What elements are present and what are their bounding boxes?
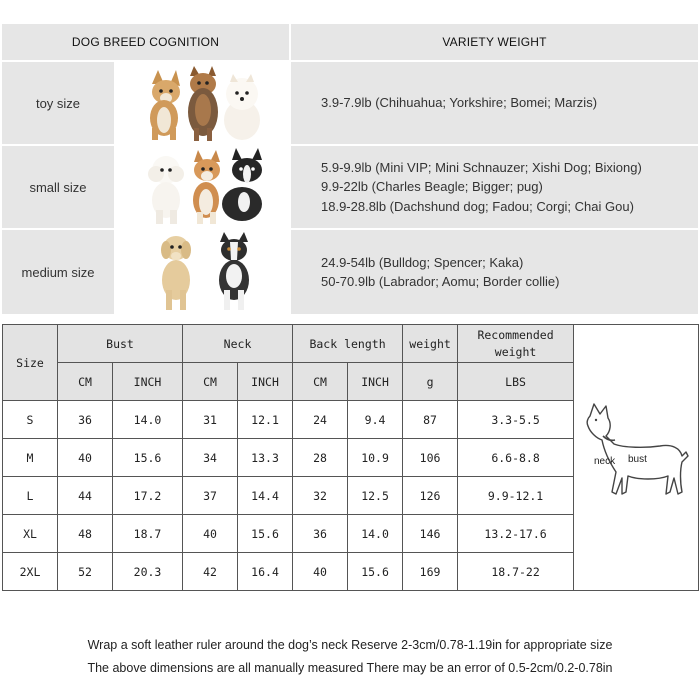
weight-g-cell: 169 xyxy=(403,553,458,591)
medium-size-weights xyxy=(291,230,698,314)
weight-header-label: VARIETY WEIGHT xyxy=(442,35,547,49)
neck-header: Neck xyxy=(183,325,293,363)
medium-size-label xyxy=(2,230,114,314)
rec-lbs-cell: 9.9-12.1 xyxy=(458,477,574,515)
bust-cm-cell: 36 xyxy=(58,401,113,439)
bust-cm-cell: 40 xyxy=(58,439,113,477)
size-cell: L xyxy=(3,477,58,515)
back-inch-cell: 9.4 xyxy=(348,401,403,439)
weight-g-cell: 106 xyxy=(403,439,458,477)
bust-inch-cell: 15.6 xyxy=(113,439,183,477)
measure-note-1: Wrap a soft leather ruler around the dog’s neck Reserve 2-3cm/0.78-1.19in for appropriate size xyxy=(87,638,613,652)
weight-line: 9.9-22lb (Charles Beagle; Bigger; pug) xyxy=(321,179,543,195)
bust-cm-cell: 52 xyxy=(58,553,113,591)
diagram-bust-label: bust xyxy=(628,454,647,465)
toy-size-text: toy size xyxy=(35,95,81,111)
back-cm-cell: 40 xyxy=(293,553,348,591)
neck-inch-cell: 16.4 xyxy=(238,553,293,591)
bust-inch-cell: 20.3 xyxy=(113,553,183,591)
neck-cm-cell: 31 xyxy=(183,401,238,439)
poodle-icon xyxy=(148,156,184,224)
neck-cm-cell: 34 xyxy=(183,439,238,477)
rec-lbs-cell: 18.7-22 xyxy=(458,553,574,591)
weight-line: 50-70.9lb (Labrador; Aomu; Border collie) xyxy=(321,274,560,289)
rec-lbs-cell: 6.6-8.8 xyxy=(458,439,574,477)
weight-g-cell: 87 xyxy=(403,401,458,439)
weight-g-unit: g xyxy=(403,363,458,401)
bust-inch-cell: 14.0 xyxy=(113,401,183,439)
diagram-neck-label: neck xyxy=(594,456,616,467)
dog-measure-diagram xyxy=(574,325,699,591)
neck-inch-cell: 14.4 xyxy=(238,477,293,515)
measure-note-2: The above dimensions are all manually measured There may be an error of 0.5-2cm/0.2-0.78in xyxy=(87,661,613,675)
bust-cm-cell: 48 xyxy=(58,515,113,553)
rec-lbs-cell: 13.2-17.6 xyxy=(458,515,574,553)
size-chart-table xyxy=(2,324,699,591)
recommended-weight-header: Recommended weight xyxy=(458,325,574,363)
back-cm-unit: CM xyxy=(293,363,348,401)
rec-lbs-cell: 3.3-5.5 xyxy=(458,401,574,439)
back-inch-cell: 12.5 xyxy=(348,477,403,515)
neck-inch-cell: 15.6 xyxy=(238,515,293,553)
weight-g-cell: 146 xyxy=(403,515,458,553)
back-length-header: Back length xyxy=(293,325,403,363)
back-inch-cell: 15.6 xyxy=(348,553,403,591)
neck-inch-cell: 13.3 xyxy=(238,439,293,477)
medium-size-text: medium size xyxy=(21,264,95,280)
breed-header-label: DOG BREED COGNITION xyxy=(71,35,220,49)
dog-silhouette-icon xyxy=(576,396,696,516)
bust-header: Bust xyxy=(58,325,183,363)
small-size-weights xyxy=(291,146,698,228)
back-cm-cell: 24 xyxy=(293,401,348,439)
weight-line: 18.9-28.8lb (Dachshund dog; Fadou; Corgi; Chai Gou) xyxy=(321,198,634,214)
neck-cm-cell: 37 xyxy=(183,477,238,515)
weight-col-header: weight xyxy=(403,325,458,363)
weight-line: 5.9-9.9lb (Mini VIP; Mini Schnauzer; Xishi Dog; Bixiong) xyxy=(321,159,642,175)
size-cell: M xyxy=(3,439,58,477)
bust-inch-cell: 17.2 xyxy=(113,477,183,515)
bust-inch-unit: INCH xyxy=(113,363,183,401)
border-collie-icon xyxy=(219,232,249,310)
yorkshire-icon xyxy=(188,66,218,141)
back-inch-cell: 10.9 xyxy=(348,439,403,477)
toy-size-weights xyxy=(291,62,698,144)
rec-lbs-unit: LBS xyxy=(458,363,574,401)
small-size-label xyxy=(2,146,114,228)
bust-inch-cell: 18.7 xyxy=(113,515,183,553)
small-size-text: small size xyxy=(29,179,87,195)
weight-header xyxy=(291,24,698,60)
bust-cm-unit: CM xyxy=(58,363,113,401)
weight-line: 3.9-7.9lb (Chihuahua; Yorkshire; Bomei; Marzis) xyxy=(321,95,598,111)
chihuahua-icon xyxy=(150,70,180,140)
neck-inch-unit: INCH xyxy=(238,363,293,401)
neck-inch-cell: 12.1 xyxy=(238,401,293,439)
neck-cm-cell: 42 xyxy=(183,553,238,591)
toy-dogs-image xyxy=(114,62,289,144)
medium-dogs-image xyxy=(114,230,289,314)
back-cm-cell: 32 xyxy=(293,477,348,515)
back-cm-cell: 36 xyxy=(293,515,348,553)
back-inch-unit: INCH xyxy=(348,363,403,401)
neck-cm-unit: CM xyxy=(183,363,238,401)
weight-line: 24.9-54lb (Bulldog; Spencer; Kaka) xyxy=(321,254,524,270)
labrador-icon xyxy=(161,236,191,310)
back-inch-cell: 14.0 xyxy=(348,515,403,553)
weight-g-cell: 126 xyxy=(403,477,458,515)
bust-cm-cell: 44 xyxy=(58,477,113,515)
pomeranian-icon xyxy=(224,74,260,140)
corgi-icon xyxy=(193,150,220,224)
toy-size-label xyxy=(2,62,114,144)
breed-header xyxy=(2,24,289,60)
size-cell: S xyxy=(3,401,58,439)
size-cell: XL xyxy=(3,515,58,553)
back-cm-cell: 28 xyxy=(293,439,348,477)
small-dogs-image xyxy=(114,146,289,228)
size-cell: 2XL xyxy=(3,553,58,591)
french-bulldog-icon xyxy=(222,148,262,221)
size-header: Size xyxy=(3,325,58,401)
neck-cm-cell: 40 xyxy=(183,515,238,553)
